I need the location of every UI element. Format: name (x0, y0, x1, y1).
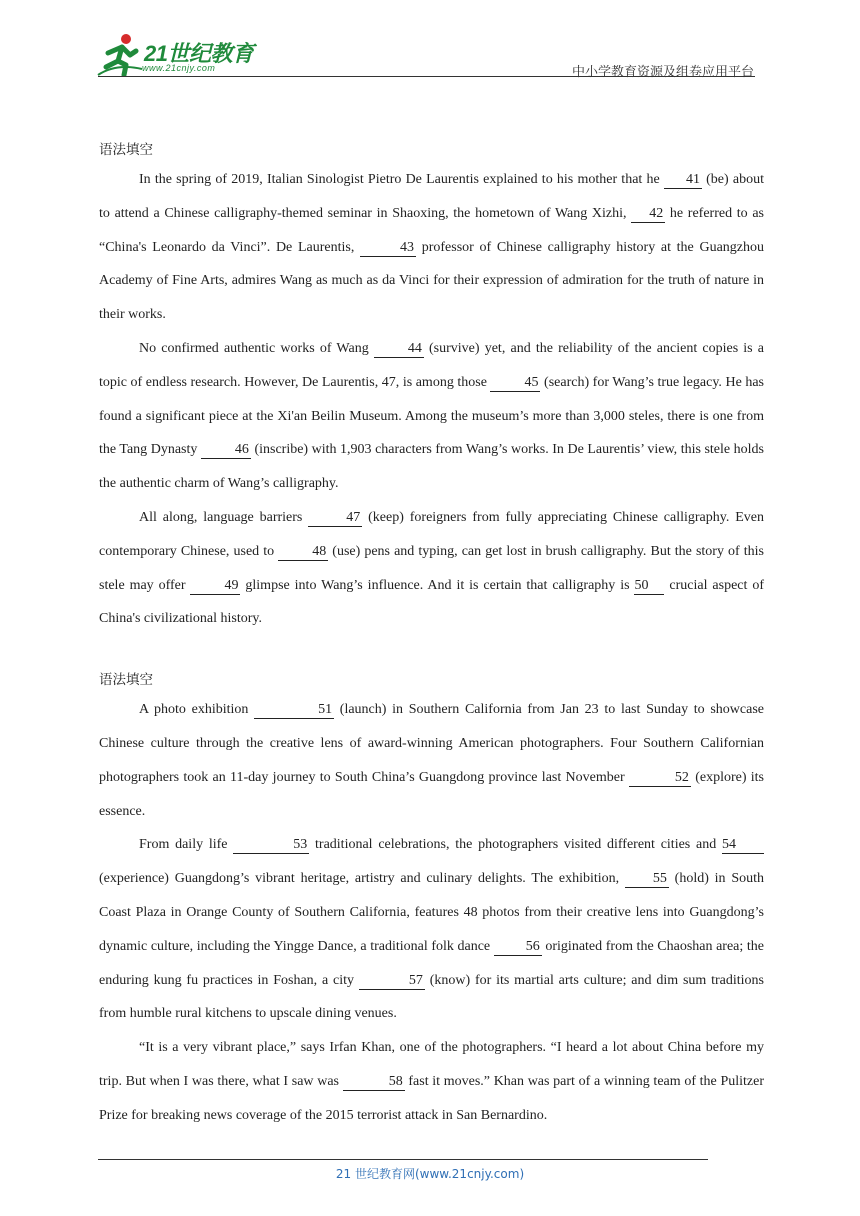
blank-50[interactable]: 50 (634, 578, 664, 595)
header-platform-label: 中小学教育资源及组卷应用平台 (571, 65, 754, 80)
passage-text: No confirmed authentic works of Wang (139, 340, 374, 356)
passage-text: he referred to as “China's Leonardo da Vinci”. De Laurentis, (99, 205, 764, 255)
logo-text: 21世纪教育 (144, 41, 254, 66)
blank-49[interactable]: 49 (190, 578, 240, 595)
passage-text: (explore) its essence. (99, 769, 765, 819)
exercise-section (99, 140, 764, 636)
blank-44[interactable]: 44 (374, 341, 424, 358)
logo-url: www.21cnjy.com (142, 63, 216, 73)
passage-paragraph (99, 693, 764, 828)
blank-53[interactable]: 53 (233, 837, 309, 854)
blank-41[interactable]: 41 (664, 172, 702, 189)
passage-text: “It is a very vibrant place,” says Irfan Khan, one of the photographers. “I heard a lot about China before my trip. But when I was there, what I saw was (99, 1040, 764, 1089)
blank-55[interactable]: 55 (625, 871, 669, 888)
footer-divider (98, 1159, 708, 1160)
passage-text: traditional celebrations, the photographers visited different cities and (309, 837, 722, 853)
passage-text: (launch) in Southern California from Jan 23 to last Sunday to showcase Chinese culture through the creative lens of award-winning American photographers. Four Southern Californian photographers took an 11-day journey to South China’s Guangdong province last November (99, 702, 765, 785)
page-header (0, 0, 860, 80)
passage-text: originated from the Chaoshan area; the enduring kung fu practices in Foshan, a city (99, 938, 764, 988)
blank-58[interactable]: 58 (343, 1074, 405, 1091)
blank-51[interactable]: 51 (254, 702, 334, 719)
passage-text: (know) for its martial arts culture; and dim sum traditions from humble rural kitchens to upscale dining venues. (99, 972, 765, 1022)
passage-text: From daily life (139, 837, 234, 853)
exercise-section (99, 670, 764, 1132)
passage-text: (hold) in South Coast Plaza in Orange County of Southern California, features 48 photos from their creative lens into Guangdong’s dynamic culture, including the Yingge Dance, a traditional folk dance (99, 871, 764, 954)
section-spacer (99, 636, 764, 670)
passage-text: (search) for Wang’s true legacy. He has found a significant piece at the Xi'an Beilin Museum. Among the museum’s more than 3,000 steles, there is one from the Tang Dynasty (99, 374, 764, 458)
passage-text: (survive) yet, and the reliability of the ancient copies is a topic of endless research. However, De Laurentis, 47, is among those (99, 340, 765, 390)
passage-paragraph (99, 828, 764, 1031)
section-title: 语法填空 (99, 672, 153, 689)
passage-paragraph (99, 501, 764, 636)
blank-42[interactable]: 42 (631, 206, 665, 223)
passage-text: All along, language barriers (139, 509, 309, 525)
passage-paragraph (99, 332, 764, 501)
document-body (99, 140, 764, 1133)
blank-47[interactable]: 47 (308, 510, 362, 527)
footer-link[interactable]: 21 世纪教育网(www.21cnjy.com) (335, 1167, 525, 1181)
passage-paragraph (99, 163, 764, 332)
blank-48[interactable]: 48 (278, 544, 328, 561)
header-divider (98, 76, 755, 77)
blank-45[interactable]: 45 (490, 375, 540, 392)
runner-logo-icon (96, 33, 144, 77)
passage-text: (keep) foreigners from fully appreciating Chinese calligraphy. Even contemporary Chinese, used to (99, 509, 765, 559)
passage-text: fast it moves.” Khan was part of a winning team of the Pulitzer Prize for breaking news coverage of the 2015 terrorist attack in San Bernardino. (99, 1073, 765, 1123)
blank-57[interactable]: 57 (359, 973, 425, 990)
passage-text: crucial aspect of China's civilizational history. (99, 577, 764, 627)
blank-43[interactable]: 43 (360, 240, 416, 257)
section-title: 语法填空 (99, 142, 153, 158)
passage-text: (inscribe) with 1,903 characters from Wang’s works. In De Laurentis’ view, this stele holds the authentic charm of Wang’s calligraphy. (99, 442, 764, 492)
blank-54[interactable]: 54 (722, 837, 764, 854)
passage-text: (experience) Guangdong’s vibrant heritage, artistry and culinary delights. The exhibition, (99, 871, 625, 887)
passage-text: A photo exhibition (139, 702, 255, 718)
blank-56[interactable]: 56 (494, 939, 542, 956)
passage-paragraph (99, 1031, 764, 1132)
passage-text: In the spring of 2019, Italian Sinologist Pietro De Laurentis explained to his mother that he (139, 172, 664, 187)
passage-text: glimpse into Wang’s influence. And it is certain that calligraphy is (240, 577, 635, 593)
site-logo[interactable] (96, 33, 266, 79)
blank-46[interactable]: 46 (201, 442, 251, 459)
passage-text: (use) pens and typing, can get lost in brush calligraphy. But the story of this stele may offer (99, 543, 764, 593)
passage-text: professor of Chinese calligraphy history at the Guangzhou Academy of Fine Arts, admires Wang as much as da Vinci for their expression of admiration for the truth of nature in their works. (99, 239, 764, 323)
blank-52[interactable]: 52 (629, 770, 691, 787)
passage-text: (be) about to attend a Chinese calligraphy-themed seminar in Shaoxing, the hometown of Wang Xizhi, (99, 172, 764, 221)
